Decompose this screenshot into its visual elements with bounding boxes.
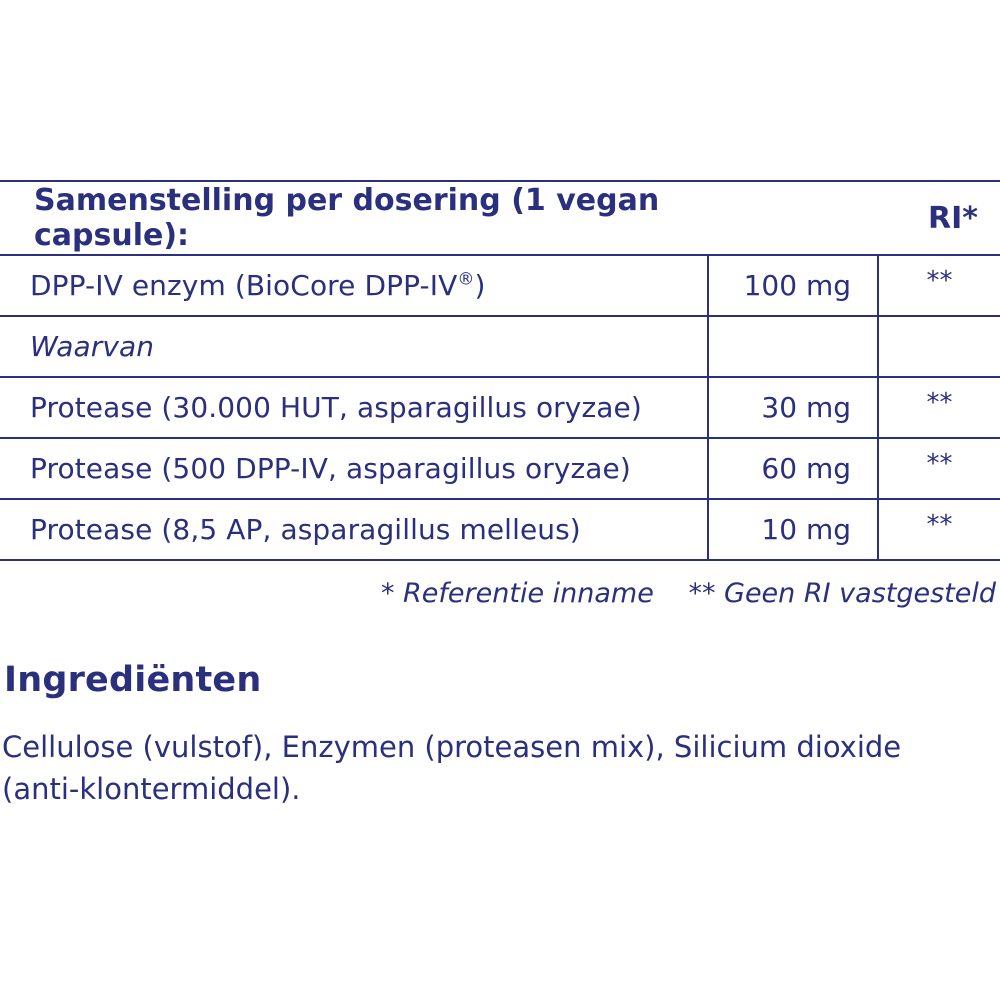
composition-table <box>0 180 1000 561</box>
ingredients-text: Cellulose (vulstof), Enzymen (proteasen mix), Silicium dioxide (anti-klontermiddel). <box>2 730 902 807</box>
table-footnotes <box>0 578 1000 609</box>
table-row <box>0 316 1000 377</box>
row-amount: 30 mg <box>708 377 878 438</box>
table-row <box>0 377 1000 438</box>
row-name: DPP-IV enzym (BioCore DPP-IV®) <box>0 255 708 316</box>
registered-trademark-icon: ® <box>457 269 475 290</box>
row-ri: ** <box>878 438 1000 499</box>
table-header-row <box>0 181 1000 255</box>
row-ri: ** <box>878 377 1000 438</box>
ingredients-heading: Ingrediënten <box>4 660 262 700</box>
row-amount <box>708 316 878 377</box>
row-name: Protease (8,5 AP, asparagillus melleus) <box>0 499 708 560</box>
table-header-amount-blank <box>708 181 878 255</box>
row-ri: ** <box>878 499 1000 560</box>
row-name: Waarvan <box>0 316 708 377</box>
table-row <box>0 499 1000 560</box>
table-row <box>0 255 1000 316</box>
table-header-ri: RI* <box>878 181 1000 255</box>
row-name: Protease (500 DPP-IV, asparagillus oryzae) <box>0 438 708 499</box>
table-title: Samenstelling per dosering (1 vegan capsule): <box>0 181 708 255</box>
row-amount: 100 mg <box>708 255 878 316</box>
row-amount: 10 mg <box>708 499 878 560</box>
table-row <box>0 438 1000 499</box>
row-amount: 60 mg <box>708 438 878 499</box>
row-name: Protease (30.000 HUT, asparagillus oryzae) <box>0 377 708 438</box>
footnote-no-ri: ** Geen RI vastgesteld <box>688 578 996 609</box>
row-ri <box>878 316 1000 377</box>
row-ri: ** <box>878 255 1000 316</box>
footnote-ri: * Referentie inname <box>380 578 654 609</box>
